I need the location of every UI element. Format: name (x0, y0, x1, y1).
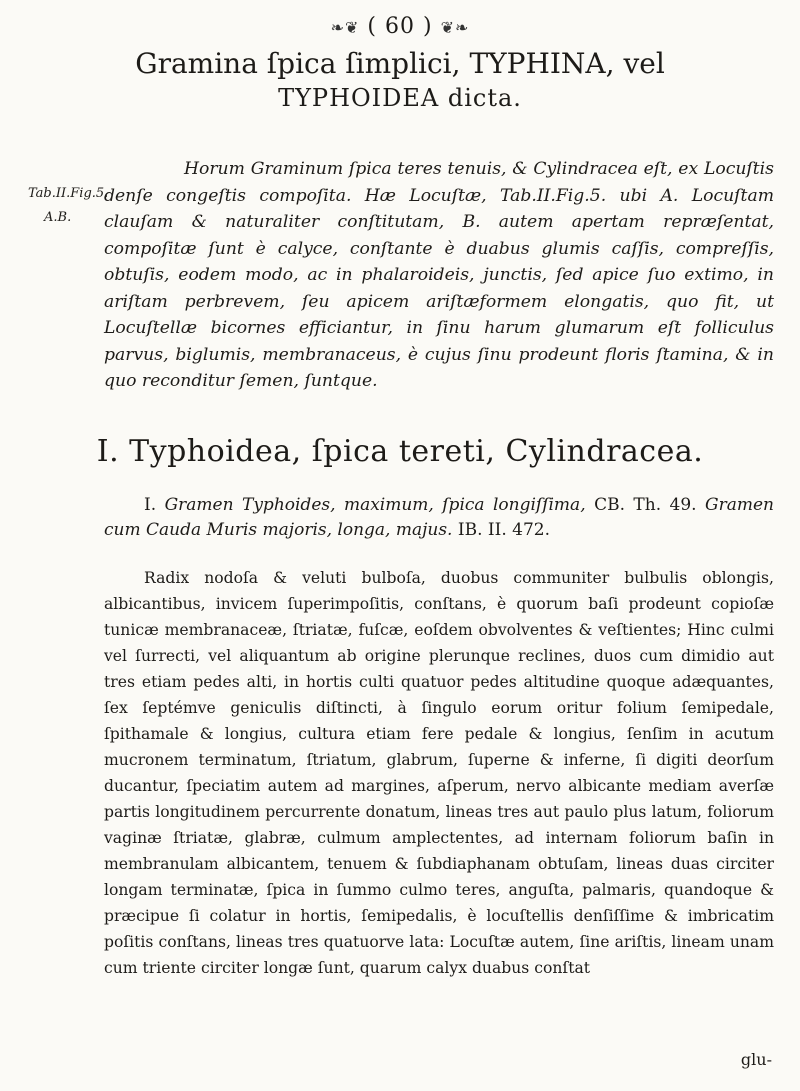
ornament-right-icon: ❦❧ (440, 18, 470, 37)
page-title-line1: Gramina ſpica ſimplici, TYPHINA, vel (135, 47, 665, 80)
entry-number: I. (144, 495, 157, 515)
description-text: Radix nodoſa & veluti bulboſa, duobus communiter bulbulis oblongis, albicantibus, invicem ſuperimpoſitis, conſtans, è quorum baſi prodeunt copioſæ tunicæ membranaceæ, ſtriatæ, fuſcæ, eoſdem obvolventes & veſtientes; Hinc culmi vel ſurrecti, vel aliquantum ab origine plerunque reclines, duos cum dimidio aut tres etiam pedes alti, in hortis culti quatuor pedes altitudine quoque adæquantes, ſex ſeptémve geniculis diſtincti, à ſingulo eorum oritur folium ſemipedale, ſpithamale & longius, cultura etiam fere pedale & longius, ſenſim in acutum mucronem terminatum, ſtriatum, glabrum, ſuperne & inferne, ſi digiti deorſum ducantur, ſpeciatim autem ad margines, aſperum, nervo albicante mediam averſæ partis longitudinem percurrente donatum, lineas tres aut paulo plus latum, foliorum vaginæ ſtriatæ, glabræ, culmum amplectentes, ad internam foliorum baſin in membranulam albicantem, tenuem & ſubdiaphanam obtuſam, lineas duas circiter longam terminatæ, ſpica in ſummo culmo teres, anguſta, palmaris, quandoque & præcipue ſi colatur in hortis, ſemipedalis, è locuſtellis denſiſſime & imbricatim poſitis conſtans, lineas tres quatuorve lata: Locuſtæ autem, ſine ariſtis, lineam unam cum triente circiter longæ ſunt, quarum calyx duabus conſtat (104, 569, 774, 977)
margin-note-labels: A.B. (44, 210, 72, 225)
species-entry (104, 493, 774, 543)
page-number: ( 60 ) (367, 14, 433, 39)
catchword: glu- (740, 1050, 772, 1069)
entry-name-synonym: Gramen cum Cauda Muris majoris, longa, majus. (104, 495, 775, 540)
entry-reference-2: IB. II. 472. (457, 520, 550, 540)
section-heading: I. Typhoidea, ſpica tereti, Cylindracea. (96, 434, 704, 469)
intro-text: Horum Graminum ſpica teres tenuis, & Cylindracea eſt, ex Locuſtis denſe congeſtis compoſita. Hæ Locuſtæ, Tab.II.Fig.5. ubi A. Locuſtam clauſam & naturaliter conſtitutam, B. autem apertam repræſentat, compoſitæ ſunt è calyce, conſtante è duabus glumis caſſis, compreſſis, obtuſis, eodem modo, ac in phalaroideis, junctis, ſed apice ſuo extimo, in ariſtam perbrevem, ſeu apicem ariſtæformem elongatis, quo fit, ut Locuſtellæ bicornes efficiantur, in ſinu harum glumarum eſt folliculus parvus, biglumis, membranaceus, è cujus ſinu prodeunt floris ſtamina, & in quo reconditur ſemen, ſuntque. (104, 159, 774, 391)
page-title-line2: TYPHOIDEA dicta. (278, 84, 522, 112)
intro-paragraph (104, 156, 774, 395)
page-header (0, 14, 800, 39)
ornament-left-icon: ❧❦ (330, 18, 360, 37)
margin-note-figure-ref: Tab.II.Fig.5. (28, 186, 109, 201)
description-paragraph (104, 565, 774, 981)
entry-name-primary: Gramen Typhoides, maximum, ſpica longiſſima, (164, 495, 586, 515)
entry-reference-1: CB. Th. 49. (594, 495, 697, 515)
